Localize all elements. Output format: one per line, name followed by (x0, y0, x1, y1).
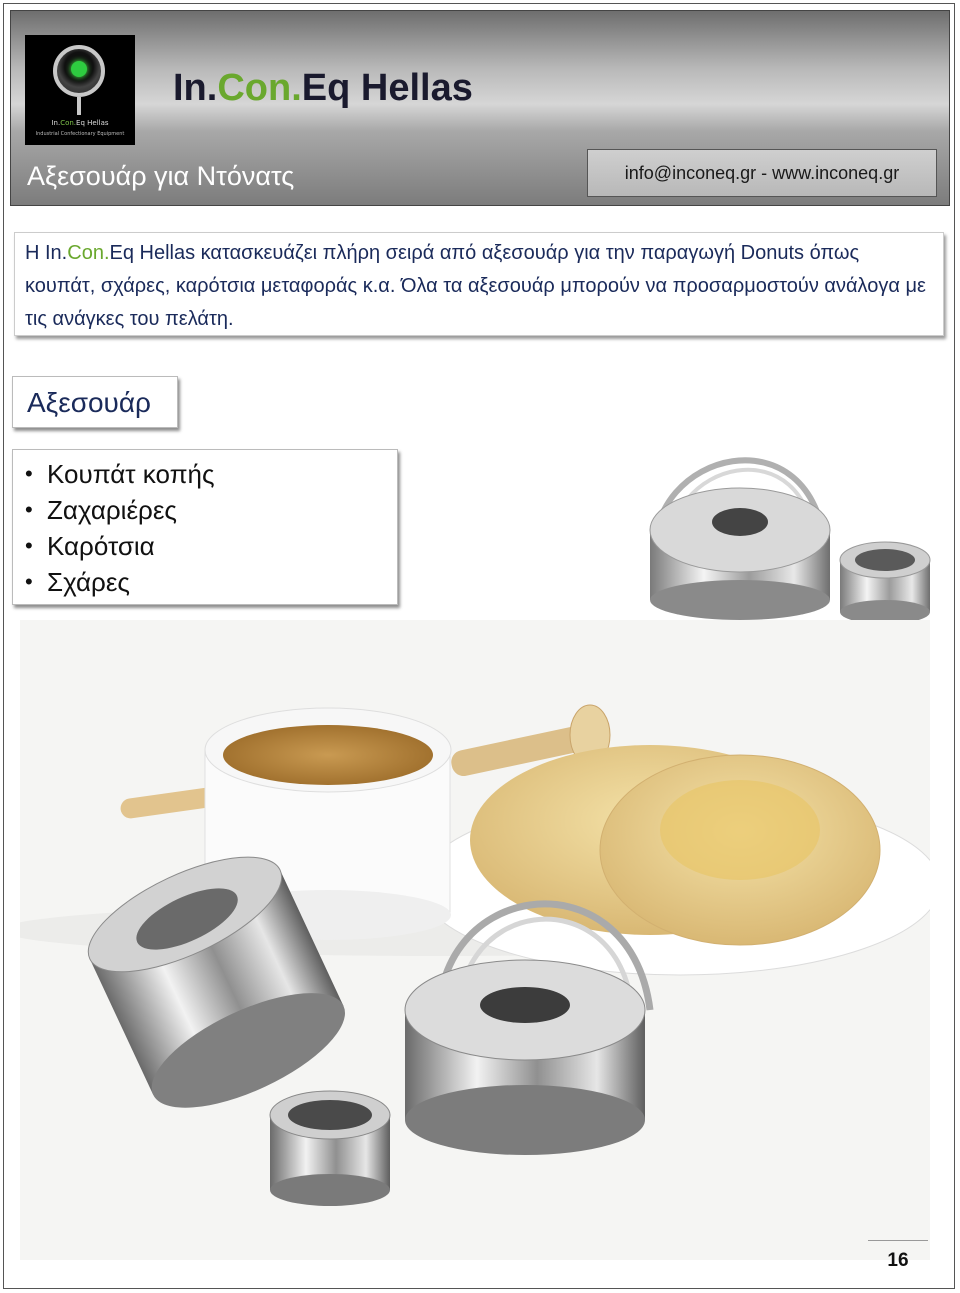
company-logo (25, 35, 135, 145)
logo-brand-text: In.Con.Eq Hellas (51, 119, 109, 127)
bullet-icon: • (25, 497, 33, 522)
donut-cutter-photo (600, 410, 940, 630)
bullet-icon: • (25, 461, 33, 486)
power-dot (71, 61, 87, 77)
list-item: • Ζαχαριέρες (25, 492, 397, 528)
power-button-icon (53, 45, 105, 97)
contact-info: info@inconeq.gr - www.inconeq.gr (587, 149, 937, 197)
list-item: • Καρότσια (25, 528, 397, 564)
list-item: • Σχάρες (25, 564, 397, 600)
section-title: Αξεσουάρ για Ντόνατς (27, 161, 295, 191)
page-number: 16 (868, 1240, 928, 1281)
logo-subtitle: Industrial Confectionary Equipment (35, 131, 125, 137)
bullet-icon: • (25, 569, 33, 594)
bullet-icon: • (25, 533, 33, 558)
accessories-heading: Αξεσουάρ (12, 376, 178, 428)
donut-cutters-scene-photo (20, 620, 930, 1260)
accessories-list (12, 449, 398, 605)
intro-paragraph: H In.Con.Eq Hellas κατασκευάζει πλήρη σειρά από αξεσουάρ για την παραγωγή Donuts όπως κουπάτ, σχάρες, καρότσια μεταφοράς κ.α. Όλα τα αξεσουάρ μπορούν να προσαρμοστούν ανάλογα με τις ανάγκες του πελάτη. (14, 232, 944, 336)
brand-title: In.Con.Eq Hellas (173, 67, 473, 109)
header-banner (10, 10, 950, 206)
list-item: • Κουπάτ κοπής (25, 456, 397, 492)
